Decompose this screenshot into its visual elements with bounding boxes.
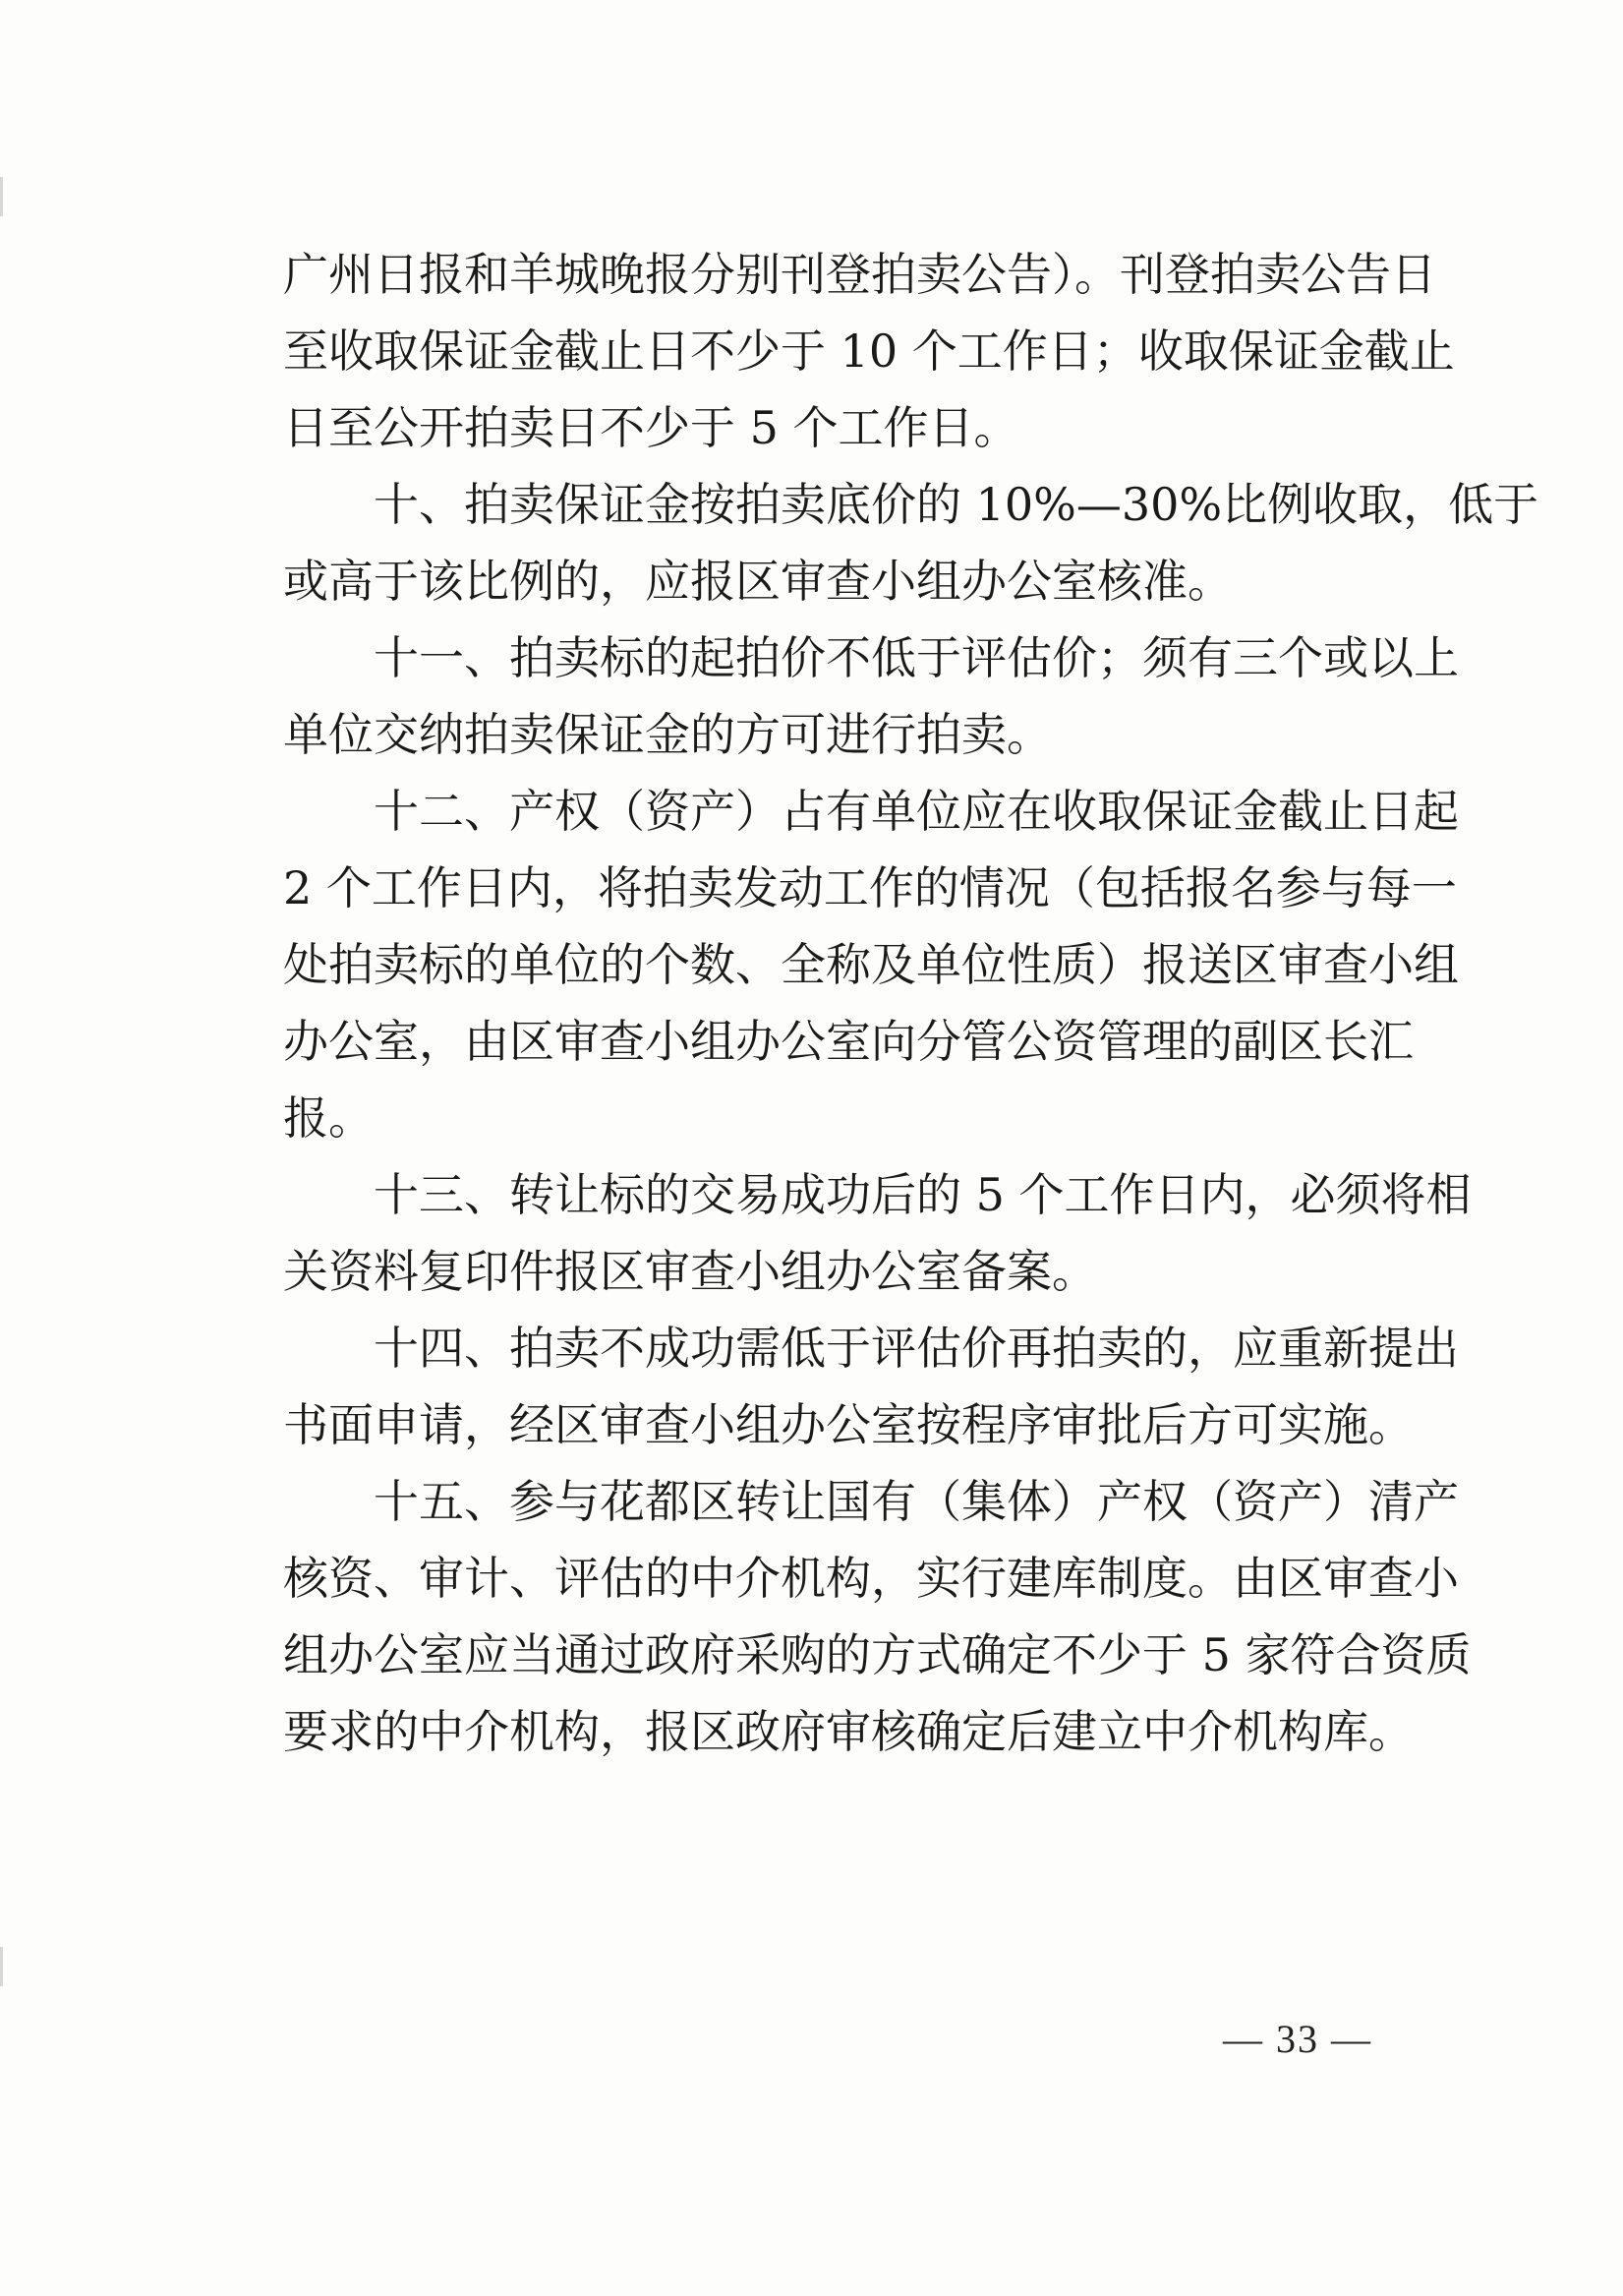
text-line: 组办公室应当通过政府采购的方式确定不少于 5 家符合资质	[283, 1628, 1472, 1681]
text-line: 十五、参与花都区转让国有（集体）产权（资产）清产	[374, 1475, 1459, 1528]
text-line: 书面申请，经区审查小组办公室按程序审批后方可实施。	[283, 1398, 1414, 1451]
document-body	[283, 236, 1539, 1770]
text-line: 十四、拍卖不成功需低于评估价再拍卖的，应重新提出	[374, 1322, 1459, 1375]
text-line: 办公室，由区审查小组办公室向分管公资管理的副区长汇	[283, 1015, 1414, 1068]
page-number: — 33 —	[1223, 2017, 1372, 2061]
text-line: 十、拍卖保证金按拍卖底价的 10%—30%比例收取，低于	[374, 478, 1539, 531]
text-line: 广州日报和羊城晚报分别刊登拍卖公告）。刊登拍卖公告日	[283, 248, 1436, 301]
paragraph-continuation	[283, 236, 1455, 466]
paragraph-item-13	[283, 1156, 1472, 1310]
text-line: 十三、转让标的交易成功后的 5 个工作日内，必须将相	[374, 1168, 1472, 1221]
text-line: 报。	[283, 1091, 374, 1145]
text-line: 2 个工作日内，将拍卖发动工作的情况（包括报名参与每一	[283, 861, 1457, 914]
text-line: 日至公开拍卖日不少于 5 个工作日。	[283, 401, 1019, 454]
scan-edge-mark	[0, 1947, 3, 1986]
text-line: 处拍卖标的单位的个数、全称及单位性质）报送区审查小组	[283, 938, 1459, 991]
text-line: 核资、审计、评估的中介机构，实行建库制度。由区审查小	[283, 1552, 1459, 1605]
text-line: 十一、拍卖标的起拍价不低于评估价；须有三个或以上	[374, 631, 1459, 684]
paragraph-item-12	[283, 773, 1459, 1156]
text-line: 至收取保证金截止日不少于 10 个工作日；收取保证金截止	[283, 324, 1455, 378]
text-line: 单位交纳拍卖保证金的方可进行拍卖。	[283, 708, 1052, 761]
text-line: 要求的中介机构，报区政府审核确定后建立中介机构库。	[283, 1705, 1414, 1758]
paragraph-item-14	[283, 1310, 1459, 1463]
text-line: 或高于该比例的，应报区审查小组办公室核准。	[283, 555, 1233, 608]
text-line: 关资料复印件报区审查小组办公室备案。	[283, 1245, 1097, 1298]
text-line: 十二、产权（资产）占有单位应在收取保证金截止日起	[374, 785, 1459, 838]
paragraph-item-10	[283, 466, 1539, 619]
paragraph-item-15	[283, 1463, 1472, 1770]
scan-edge-mark	[0, 177, 3, 216]
paragraph-item-11	[283, 619, 1459, 773]
